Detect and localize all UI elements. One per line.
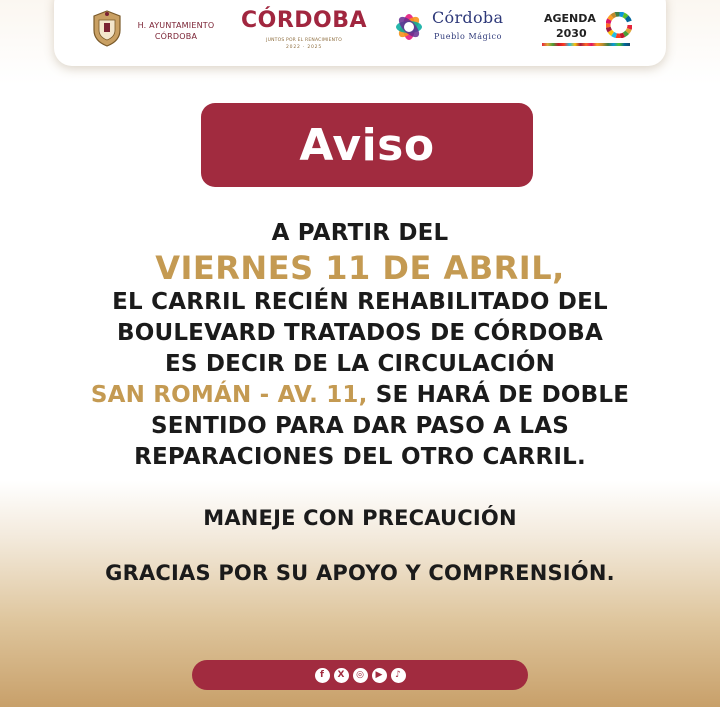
cordoba-wordmark: CÓRDOBA [240,8,368,33]
message-line-5: ES DECIR DE LA CIRCULACIÓN [164,351,556,377]
sdg-wheel-icon [606,12,632,38]
cordoba-years: 2022 · 2025 [286,45,322,50]
pueblo-magico-city: Córdoba [432,8,504,27]
message-line-6 [20,380,700,411]
message-thanks: GRACIAS POR SU APOYO Y COMPRENSIÓN. [105,561,615,585]
agenda-label: AGENDA [544,12,596,25]
pueblo-magico-logo [390,8,520,54]
pueblo-magico-label: Pueblo Mágico [434,32,503,41]
message-date: VIERNES 11 DE ABRIL, [155,249,565,287]
cordoba-tagline: JUNTOS POR EL RENACIMIENTO [266,38,342,43]
notice-message [20,218,700,589]
tiktok-icon[interactable]: ♪ [391,668,406,683]
ayuntamiento-text: H. AYUNTAMIENTO CÓRDOBA [137,21,215,41]
youtube-icon[interactable]: ▶ [372,668,387,683]
aviso-title: Aviso [299,119,435,171]
facebook-icon[interactable]: f [315,668,330,683]
city-seal-icon [90,8,124,48]
pueblo-magico-flower-icon [390,8,428,46]
x-icon[interactable]: X [334,668,349,683]
ayuntamiento-logo [90,6,220,56]
agenda-year: 2030 [556,27,587,40]
message-line-8: REPARACIONES DEL OTRO CARRIL. [134,444,586,470]
logo-header-card [54,0,666,66]
message-street-highlight: SAN ROMÁN - AV. 11, [90,382,368,408]
social-media-bar [192,660,528,690]
message-line-6-rest: SE HARÁ DE DOBLE [367,382,630,408]
message-caution: MANEJE CON PRECAUCIÓN [203,506,517,530]
agenda-2030-logo [538,10,634,54]
message-line-3: EL CARRIL RECIÉN REHABILITADO DEL [112,289,608,315]
instagram-icon[interactable]: ◎ [353,668,368,683]
message-line-4: BOULEVARD TRATADOS DE CÓRDOBA [116,320,604,346]
message-line-intro: A PARTIR DEL [271,220,449,246]
sdg-color-strip [542,43,630,46]
cordoba-renacimiento-logo [240,8,368,52]
aviso-banner [201,103,533,187]
message-line-7: SENTIDO PARA DAR PASO A LAS [151,413,569,439]
